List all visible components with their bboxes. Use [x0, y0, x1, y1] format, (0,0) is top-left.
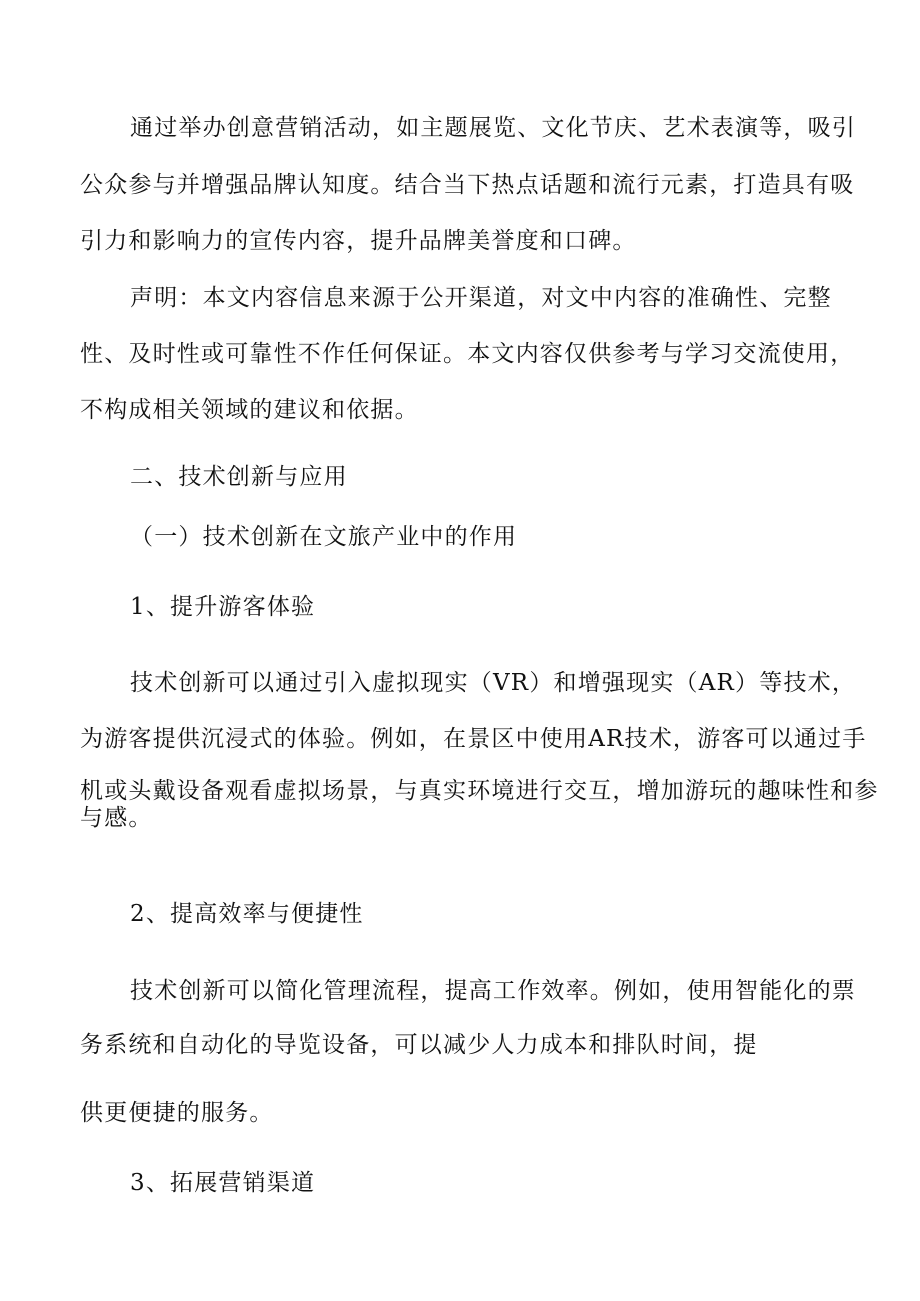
paragraph-line: 机或头戴设备观看虚拟场景，与真实环境进行交互，增加游玩的趣味性和参: [80, 778, 879, 804]
paragraph-line: 公众参与并增强品牌认知度。结合当下热点话题和流行元素，打造具有吸: [80, 172, 855, 198]
disclaimer-line: 性、及时性或可靠性不作任何保证。本文内容仅供参考与学习交流使用，: [80, 341, 855, 367]
disclaimer-line: 声明：本文内容信息来源于公开渠道，对文中内容的准确性、完整: [130, 285, 832, 311]
paragraph-line: 技术创新可以简化管理流程，提高工作效率。例如，使用智能化的票: [130, 978, 856, 1004]
paragraph-line: 供更便捷的服务。: [80, 1100, 274, 1126]
paragraph-line: 与感。: [80, 805, 153, 831]
paragraph-line: 技术创新可以通过引入虚拟现实（VR）和增强现实（AR）等技术，: [130, 670, 857, 696]
item-heading: 1、提升游客体验: [130, 594, 316, 620]
paragraph-line: 通过举办创意营销活动，如主题展览、文化节庆、艺术表演等，吸引: [130, 115, 856, 141]
paragraph-line: 务系统和自动化的导览设备，可以减少人力成本和排队时间，提: [80, 1032, 758, 1058]
item-heading: 2、提高效率与便捷性: [130, 901, 364, 927]
paragraph-line: 引力和影响力的宣传内容，提升品牌美誉度和口碑。: [80, 228, 637, 254]
paragraph-line: 为游客提供沉浸式的体验。例如，在景区中使用AR技术，游客可以通过手: [80, 726, 867, 752]
item-heading: 3、拓展营销渠道: [130, 1170, 316, 1196]
subsection-heading: （一）技术创新在文旅产业中的作用: [130, 524, 518, 550]
section-heading: 二、技术创新与应用: [130, 464, 348, 490]
disclaimer-line: 不构成相关领域的建议和依据。: [80, 397, 419, 423]
